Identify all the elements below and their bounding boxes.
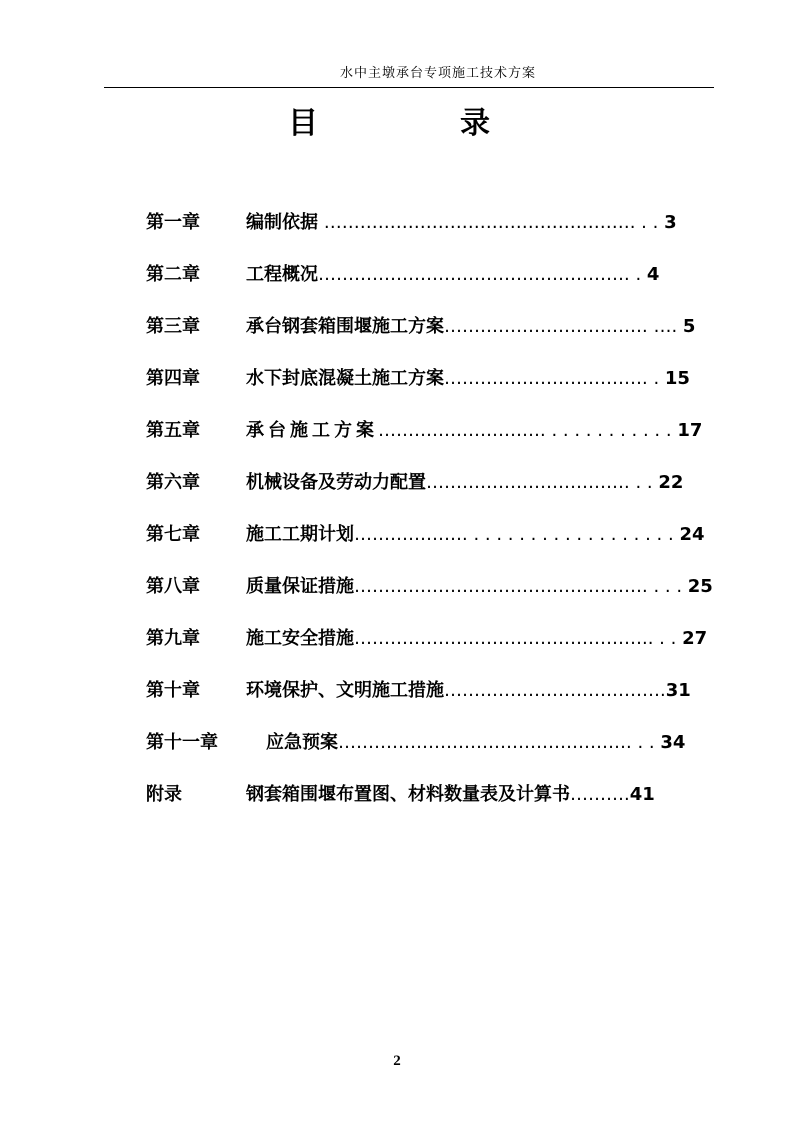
toc-entry-chapter-2[interactable] (146, 260, 706, 312)
toc-dot-leader: ………………………………. (444, 680, 666, 701)
toc-dot-leader: ……………………………. …. (444, 316, 683, 337)
toc-entry-chapter-8[interactable] (146, 572, 713, 624)
toc-dot-leader: ………………………. . . . . . . . . . . . (378, 420, 678, 441)
toc-entry-title: 施工工期计划 (246, 524, 354, 545)
toc-entry-line (246, 260, 659, 290)
toc-chapter-label: 第一章 (146, 212, 200, 233)
header-rule (104, 87, 714, 88)
toc-entry-line (246, 416, 702, 446)
toc-entry-line (246, 676, 691, 706)
toc-entry-chapter-7[interactable] (146, 520, 706, 572)
toc-dot-leader: ………………………………………….. . . (354, 628, 683, 649)
toc-chapter-label: 第四章 (146, 368, 200, 389)
toc-dot-leader: ………. (570, 784, 630, 805)
toc-entry-chapter-9[interactable] (146, 624, 706, 676)
toc-entry-line (246, 468, 683, 498)
toc-chapter-label: 第七章 (146, 524, 200, 545)
toc-entry-appendix[interactable] (146, 780, 706, 832)
toc-entry-chapter-6[interactable] (146, 468, 706, 520)
toc-dot-leader: …………………………………………. . . (338, 732, 661, 753)
toc-chapter-label: 第六章 (146, 472, 200, 493)
toc-entry-chapter-10[interactable] (146, 676, 706, 728)
running-header-title: 水中主墩承台专项施工技术方案 (340, 66, 537, 81)
toc-chapter-label: 第三章 (146, 316, 200, 337)
toc-entry-title: 编制依据 (246, 212, 318, 233)
toc-entry-title: 工程概况 (246, 264, 318, 285)
toc-entry-chapter-3[interactable] (146, 312, 706, 364)
toc-page-number: 31 (665, 680, 691, 701)
toc-dot-leader: ……………………………. . (444, 368, 665, 389)
toc-page-number: 5 (682, 316, 696, 337)
toc-entry-title: 钢套箱围堰布置图、材料数量表及计算书 (246, 784, 570, 805)
toc-dot-leader: ………………. . . . . . . . . . . . . . . . . . . (354, 524, 680, 545)
toc-page-number: 27 (682, 628, 708, 649)
toc-entry-title: 机械设备及劳动力配置 (246, 472, 426, 493)
toc-chapter-label: 第二章 (146, 264, 200, 285)
toc-entry-chapter-5[interactable] (146, 416, 706, 468)
toc-dot-leader: …………………………………………. . . . (354, 576, 688, 597)
toc-entry-line (246, 520, 705, 550)
toc-entry-line (266, 728, 685, 758)
toc-entry-title: 质量保证措施 (246, 576, 354, 597)
toc-chapter-label: 第八章 (146, 576, 200, 597)
table-of-contents (146, 208, 713, 832)
toc-entry-title: 应急预案 (266, 732, 338, 753)
toc-page-number: 41 (629, 784, 655, 805)
toc-entry-line (246, 624, 707, 654)
toc-chapter-label: 第十一章 (146, 732, 218, 753)
toc-page-number: 25 (687, 576, 713, 597)
toc-chapter-label: 第十章 (146, 680, 200, 701)
toc-chapter-label: 附录 (146, 784, 182, 805)
toc-page-number: 24 (679, 524, 705, 545)
toc-chapter-label: 第九章 (146, 628, 200, 649)
toc-entry-title: 承台钢套箱围堰施工方案 (246, 316, 444, 337)
toc-entry-chapter-4[interactable] (146, 364, 706, 416)
toc-entry-title: 环境保护、文明施工措施 (246, 680, 444, 701)
toc-page-number: 34 (660, 732, 686, 753)
toc-entry-line (246, 780, 655, 810)
toc-entry-line (246, 572, 713, 602)
toc-entry-title: 施工安全措施 (246, 628, 354, 649)
toc-dot-leader: ……………………………………………. . . (318, 212, 665, 233)
page-number: 2 (393, 1053, 401, 1069)
toc-dot-leader: ……………………………………………. . (318, 264, 647, 285)
toc-entry-chapter-1[interactable] (146, 208, 706, 260)
toc-entry-chapter-11[interactable] (146, 728, 706, 780)
toc-entry-line (246, 312, 695, 342)
toc-page-number: 4 (646, 264, 660, 285)
toc-entry-title: 承台施工方案 (246, 420, 378, 441)
toc-title: 目 录 (288, 106, 546, 141)
toc-page-number: 17 (677, 420, 703, 441)
toc-entry-line (246, 208, 677, 238)
toc-dot-leader: ……………………………. . . (426, 472, 659, 493)
toc-page-number: 3 (664, 212, 677, 233)
toc-page-number: 22 (658, 472, 684, 493)
toc-chapter-label: 第五章 (146, 420, 200, 441)
toc-page-number: 15 (664, 368, 690, 389)
toc-entry-title: 水下封底混凝土施工方案 (246, 368, 444, 389)
toc-entry-line (246, 364, 690, 394)
